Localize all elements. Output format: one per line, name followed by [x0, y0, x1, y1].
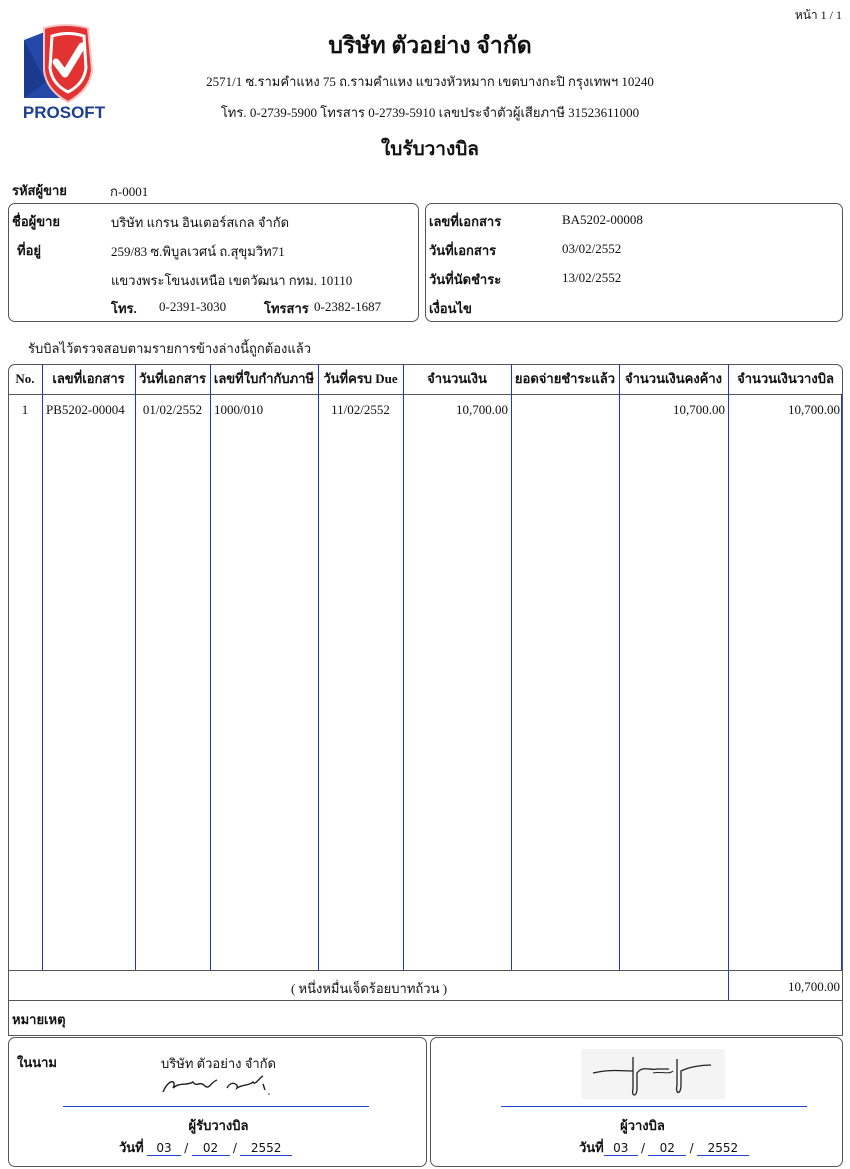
- col-divider: [210, 364, 211, 971]
- vendor-fax-label: โทรสาร: [264, 301, 309, 316]
- signature-line: [63, 1106, 369, 1107]
- column-header-doc-no: เลขที่เอกสาร: [52, 371, 125, 386]
- date-separator: /: [641, 1141, 646, 1155]
- document-info-box: [425, 203, 843, 322]
- col-divider: [403, 364, 404, 971]
- cell-tax-invoice: 1000/010: [214, 402, 264, 417]
- date-day: 03: [604, 1141, 638, 1156]
- date-day: 03: [147, 1141, 181, 1156]
- condition-label: เงื่อนไข: [429, 301, 472, 316]
- vendor-info-box: [8, 203, 419, 322]
- on-behalf-label: ในนาม: [17, 1055, 57, 1070]
- col-divider: [42, 364, 43, 971]
- signature-line: [501, 1106, 807, 1107]
- remark-row: [8, 1000, 843, 1036]
- date-year: 2552: [697, 1141, 749, 1156]
- total-row: [8, 970, 843, 1001]
- column-header-due-date: วันที่ครบ Due: [323, 371, 398, 386]
- cell-billed: 10,700.00: [788, 402, 840, 417]
- vendor-address-line2: แขวงพระโขนงเหนือ เขตวัฒนา กทม. 10110: [111, 273, 353, 288]
- vendor-name: บริษัท แกรน อินเตอร์สเกล จำกัด: [111, 215, 290, 230]
- vendor-code-label: รหัสผู้ขาย: [12, 183, 67, 198]
- column-header-no: No.: [15, 371, 35, 386]
- col-divider: [619, 364, 620, 971]
- company-contact: โทร. 0-2739-5900 โทรสาร 0-2739-5910 เลขประจำตัวผู้เสียภาษี 31523611000: [220, 105, 640, 120]
- cell-amount: 10,700.00: [456, 402, 508, 417]
- pay-date: 13/02/2552: [562, 270, 622, 285]
- total-in-words: ( หนึ่งหมื่นเจ็ดร้อยบาทถ้วน ): [290, 981, 448, 996]
- pay-date-label: วันที่นัดชำระ: [429, 272, 502, 287]
- date-month: 02: [192, 1141, 230, 1156]
- receiver-role: ผู้รับวางบิล: [188, 1118, 249, 1133]
- vendor-tel: 0-2391-3030: [159, 299, 227, 314]
- remark-label: หมายเหตุ: [12, 1012, 66, 1027]
- document-title: ใบรับวางบิล: [381, 139, 479, 160]
- date-separator: /: [689, 1141, 694, 1155]
- column-header-billed: จำนวนเงินวางบิล: [737, 371, 834, 386]
- biller-signature-icon: [581, 1049, 725, 1099]
- col-divider: [728, 364, 729, 971]
- svg-text:PROSOFT: PROSOFT: [22, 103, 106, 122]
- vendor-fax: 0-2382-1687: [314, 299, 382, 314]
- doc-date-label: วันที่เอกสาร: [429, 243, 497, 258]
- biller-signature-box: [430, 1037, 843, 1167]
- date-year: 2552: [240, 1141, 292, 1156]
- col-divider: [511, 364, 512, 971]
- cell-doc-no: PB5202-00004: [46, 402, 125, 417]
- column-header-doc-date: วันที่เอกสาร: [138, 371, 207, 386]
- company-address: 2571/1 ซ.รามคำแหง 75 ถ.รามคำแหง แขวงหัวหมาก เขตบางกะปิ กรุงเทพฯ 10240: [206, 74, 654, 89]
- doc-no: BA5202-00008: [562, 212, 643, 227]
- cell-no: 1: [21, 402, 29, 417]
- company-name: บริษัท ตัวอย่าง จำกัด: [328, 33, 532, 58]
- cell-doc-date: 01/02/2552: [142, 402, 203, 417]
- biller-role: ผู้วางบิล: [620, 1118, 665, 1133]
- date-label: วันที่: [579, 1140, 604, 1155]
- vendor-address-line1: 259/83 ซ.พิบูลเวศน์ ถ.สุขุมวิท71: [111, 244, 285, 259]
- column-header-tax-invoice: เลขที่ใบกำกับภาษี: [213, 371, 315, 386]
- doc-date: 03/02/2552: [562, 241, 622, 256]
- column-header-paid: ยอดจ่ายชำระแล้ว: [514, 371, 616, 386]
- column-header-outstanding: จำนวนเงินคงค้าง: [624, 371, 723, 386]
- doc-no-label: เลขที่เอกสาร: [429, 214, 502, 229]
- date-separator: /: [184, 1141, 189, 1155]
- header-divider: [8, 394, 843, 395]
- vendor-name-label: ชื่อผู้ขาย: [12, 214, 61, 229]
- receiver-date: [119, 1137, 292, 1158]
- date-month: 02: [648, 1141, 686, 1156]
- vendor-code: ก-0001: [110, 184, 149, 199]
- date-separator: /: [232, 1141, 237, 1155]
- vendor-tel-label: โทร.: [111, 301, 137, 316]
- col-divider: [841, 394, 842, 971]
- items-table: [8, 364, 843, 1037]
- confirmation-note: รับบิลไว้ตรวจสอบตามรายการข้างล่างนี้ถูกต้องแล้ว: [28, 341, 312, 356]
- biller-signature-image: [581, 1049, 725, 1099]
- receiver-company: บริษัท ตัวอย่าง จำกัด: [161, 1056, 276, 1071]
- date-label: วันที่: [119, 1140, 144, 1155]
- vendor-address-label: ที่อยู่: [17, 243, 41, 258]
- col-divider: [318, 364, 319, 971]
- receiver-signature-box: [8, 1037, 427, 1167]
- table-frame: [8, 364, 843, 971]
- page-indicator: หน้า 1 / 1: [794, 8, 842, 22]
- biller-date: [579, 1137, 749, 1158]
- receiver-signature-image: [159, 1072, 279, 1098]
- col-divider: [135, 364, 136, 971]
- cell-due-date: 11/02/2552: [331, 402, 390, 417]
- cell-outstanding: 10,700.00: [673, 402, 725, 417]
- column-header-amount: จำนวนเงิน: [427, 371, 487, 386]
- total-amount: 10,700.00: [788, 979, 840, 994]
